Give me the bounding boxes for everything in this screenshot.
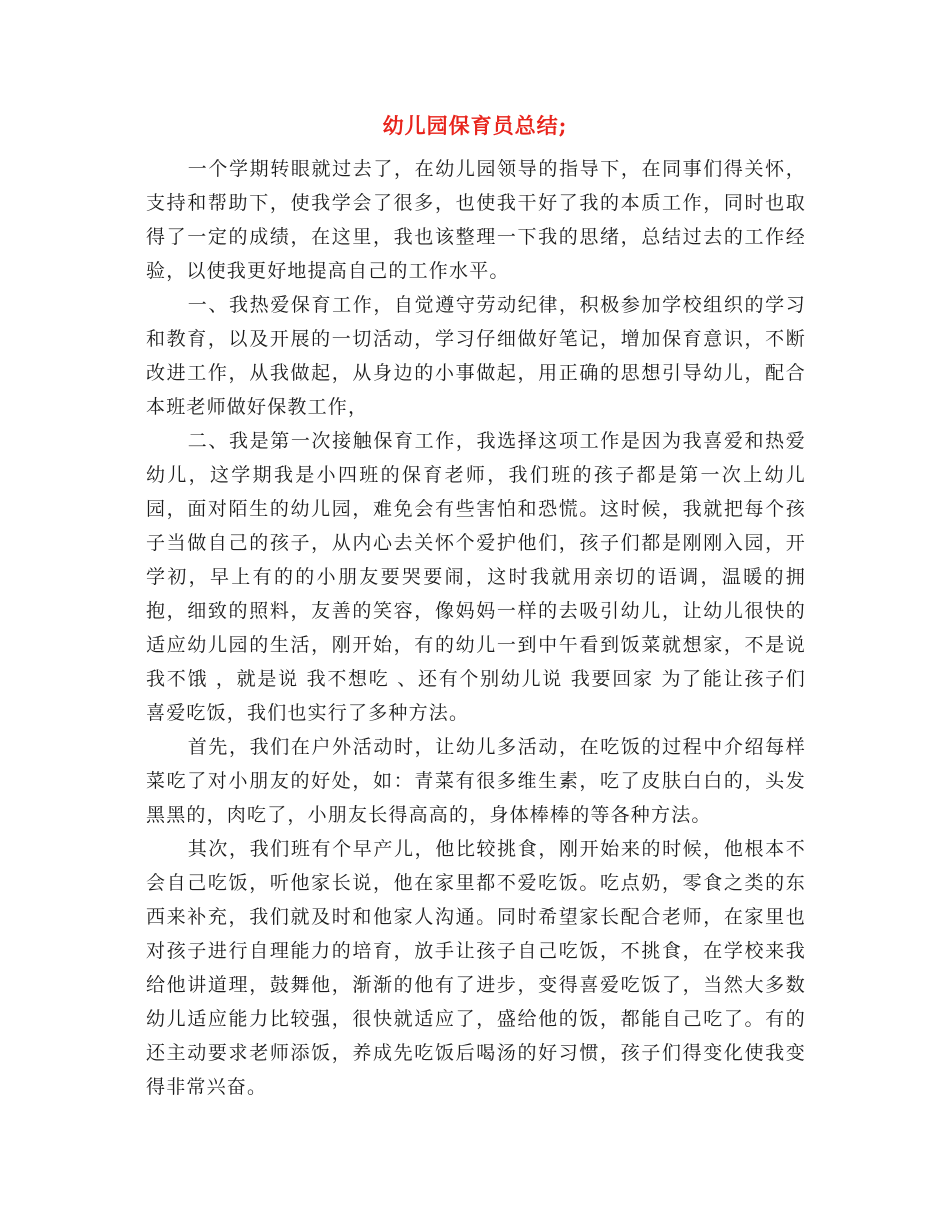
document-title: 幼儿园保育员总结;: [382, 113, 568, 138]
paragraph-point-two: 二、我是第一次接触保育工作，我选择这项工作是因为我喜爱和热爱幼儿，这学期我是小四班的保育老师，我们班的孩子都是第一次上幼儿园，面对陌生的幼儿园，难免会有些害怕和恐慌。这时候，我就把每个孩子当做自己的孩子，从内心去关怀个爱护他们，孩子们都是刚刚入园，开学初，早上有的的小朋友要哭要闹，这时我就用亲切的语调，温暖的拥抱，细致的照料，友善的笑容，像妈妈一样的去吸引幼儿，让幼儿很快的适应幼儿园的生活，刚开始，有的幼儿一到中午看到饭菜就想家，不是说 我不饿 ，就是说 我不想吃 、还有个别幼儿说 我要回家 为了能让孩子们喜爱吃饭，我们也实行了多种方法。: [146, 430, 806, 724]
paragraph-point-one: 一、我热爱保育工作，自觉遵守劳动纪律，积极参加学校组织的学习和教育，以及开展的一切活动，学习仔细做好笔记，增加保育意识，不断改进工作，从我做起，从身边的小事做起，用正确的思想引导幼儿，配合本班老师做好保教工作，: [146, 294, 806, 418]
paragraph-second: 其次，我们班有个早产儿，他比较挑食，刚开始来的时候，他根本不会自己吃饭，听他家长说，他在家里都不爱吃饭。吃点奶，零食之类的东西来补充，我们就及时和他家人沟通。同时希望家长配合老师，在家里也对孩子进行自理能力的培育，放手让孩子自己吃饭，不挑食，在学校来我给他讲道理，鼓舞他，渐渐的他有了进步，变得喜爱吃饭了，当然大多数幼儿适应能力比较强，很快就适应了，盛给他的饭，都能自己吃了。有的还主动要求老师添饭，养成先吃饭后喝汤的好习惯，孩子们得变化使我变得非常兴奋。: [146, 838, 806, 1098]
paragraph-first: 首先，我们在户外活动时，让幼儿多活动，在吃饭的过程中介绍每样菜吃了对小朋友的好处，如：青菜有很多维生素，吃了皮肤白白的，头发黑黑的，肉吃了，小朋友长得高高的，身体棒棒的等各种方法。: [146, 736, 806, 826]
paragraph-intro: 一个学期转眼就过去了，在幼儿园领导的指导下，在同事们得关怀，支持和帮助下，使我学会了很多，也使我干好了我的本质工作，同时也取得了一定的成绩，在这里，我也该整理一下我的思绪，总结过去的工作经验，以使我更好地提高自己的工作水平。: [146, 158, 806, 282]
document-body: [146, 152, 806, 1104]
